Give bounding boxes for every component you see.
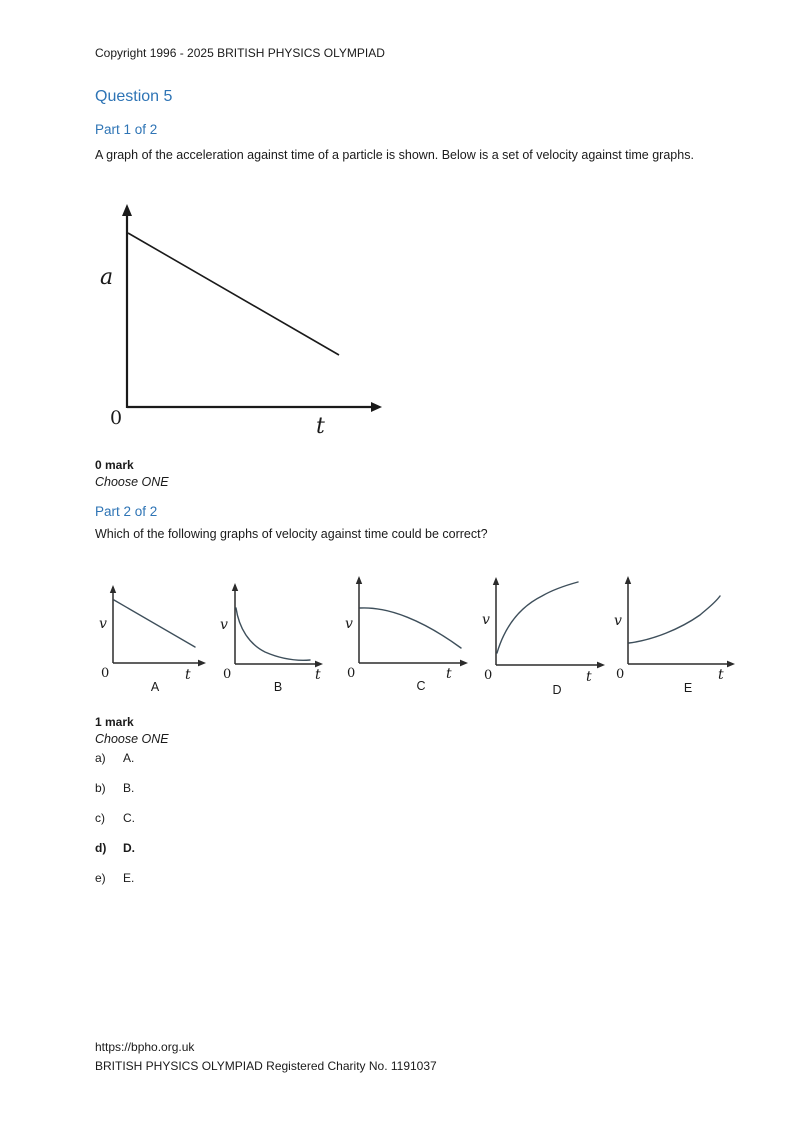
origin-label: 0 (616, 667, 625, 682)
y-axis-arrow-icon (122, 204, 132, 216)
x-axis-label: t (185, 667, 191, 683)
choice-c-label: C. (123, 811, 135, 825)
x-axis-arrow-icon (460, 660, 468, 667)
graph-label-D: D (552, 683, 562, 697)
origin-label: 0 (223, 667, 232, 682)
origin-label: 0 (347, 666, 356, 681)
choice-a-label: A. (123, 751, 135, 765)
option-graph-E (608, 573, 744, 697)
x-axis-arrow-icon (371, 402, 382, 412)
y-axis-label: v (482, 612, 490, 628)
choice-e-letter: e) (95, 871, 106, 885)
copyright-line: Copyright 1996 - 2025 BRITISH PHYSICS OLYMPIAD (95, 46, 385, 60)
part1-heading: Part 1 of 2 (95, 122, 158, 137)
part2-marks: 1 mark (95, 715, 134, 729)
y-axis-label: v (345, 616, 353, 632)
choice-d-letter: d) (95, 841, 107, 855)
part2-text: Which of the following graphs of velocity against time could be correct? (95, 527, 488, 541)
graph-label-E: E (683, 681, 693, 695)
origin-label: 0 (110, 407, 123, 429)
part2-choose-instruction: Choose ONE (95, 732, 169, 746)
option-graph-B (215, 573, 351, 697)
choice-b-letter: b) (95, 781, 106, 795)
velocity-curve-E (629, 596, 720, 643)
x-axis-arrow-icon (198, 660, 206, 667)
part1-choose-instruction: Choose ONE (95, 475, 169, 489)
part1-marks: 0 mark (95, 458, 134, 472)
velocity-curve-B (236, 608, 310, 660)
x-axis-label: t (718, 667, 724, 683)
choice-b-label: B. (123, 781, 135, 795)
velocity-curve-D (497, 582, 578, 653)
choice-d-label: D. (123, 841, 135, 855)
y-axis-label: v (220, 617, 228, 633)
y-axis-arrow-icon (110, 585, 116, 593)
x-axis-arrow-icon (597, 662, 605, 669)
charity-registration-line: BRITISH PHYSICS OLYMPIAD Registered Charity No. 1191037 (95, 1059, 437, 1074)
velocity-curve-C (360, 608, 461, 648)
question-title: Question 5 (95, 88, 173, 105)
part1-text: A graph of the acceleration against time of a particle is shown. Below is a set of velocity against time graphs. (95, 148, 694, 162)
acceleration-line (128, 233, 339, 355)
choice-c-letter: c) (95, 811, 105, 825)
x-axis-label: t (446, 666, 452, 682)
part2-heading: Part 2 of 2 (95, 504, 158, 519)
x-axis-label: t (315, 667, 321, 683)
graph-label-A: A (150, 680, 160, 694)
option-graph-A (93, 572, 232, 696)
y-axis-arrow-icon (493, 577, 499, 585)
graph-label-B: B (273, 680, 283, 694)
y-axis-arrow-icon (625, 576, 631, 584)
x-axis-arrow-icon (727, 661, 735, 668)
page-footer (95, 1038, 437, 1076)
bpho-url-link[interactable]: https://bpho.org.uk (95, 1040, 195, 1054)
x-axis-label: t (316, 414, 325, 439)
origin-label: 0 (484, 668, 493, 683)
option-graph-C (339, 572, 475, 696)
y-axis-label: v (614, 613, 622, 629)
x-axis-label: t (586, 669, 592, 685)
velocity-curve-A (114, 600, 195, 647)
y-axis-label: v (99, 616, 107, 632)
choice-a-letter: a) (95, 751, 106, 765)
y-axis-arrow-icon (232, 583, 238, 591)
y-axis-arrow-icon (356, 576, 362, 584)
choice-e-label: E. (123, 871, 135, 885)
graph-label-C: C (416, 679, 426, 693)
y-axis-label: a (100, 265, 114, 290)
acceleration-time-graph (92, 198, 392, 448)
option-graph-D (476, 574, 612, 698)
origin-label: 0 (101, 666, 110, 681)
